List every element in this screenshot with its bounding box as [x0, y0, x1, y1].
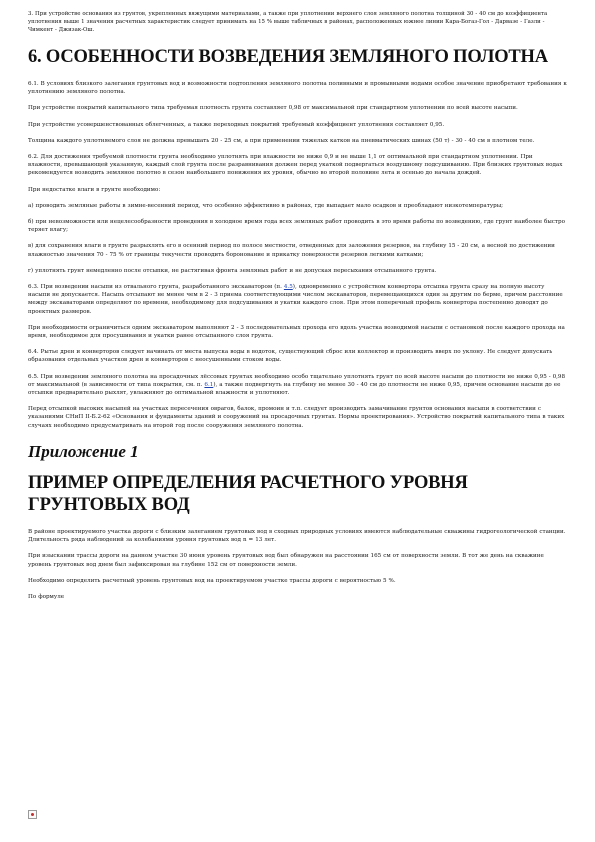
- appendix-paragraph-4: По формуле: [28, 593, 65, 600]
- paragraph-6-5: [28, 373, 568, 398]
- intro-item-3: 3. При устройстве основания из грунтов, укрепленных вяжущими материалами, а также при уплотнении верхнего слоя земляного полотна толщиной 30 - 40 см до коэффициента уплотнения выше 1 значения расчетных характеристик следует принимать на 15 % выше табличных в районах, расположенных южнее линии Кара-Богаз-Гол - Дарвазе - Газли - Чимкент - Джизак-Ош.: [28, 11, 548, 33]
- paragraph-6-5-text-a: 6.5. При возведении земляного полотна на просадочных лёссовых грунтах необходимо особо тщательно уплотнять грунт по всей высоте насыпи до плотности не ниже 0,95 - 0,98 от максимальной (в зависимости от типа покрытия, см. п.: [28, 373, 566, 388]
- list-item-a: а) проводить земляные работы в зимне-весенний период, что особенно эффективно в районах, где выпадает мало осадков и преобладают низкотемпературы;: [28, 202, 504, 209]
- link-clause-4-5[interactable]: 4.5: [283, 284, 293, 291]
- paragraph-6-1: 6.1. В условиях близкого залегания грунтовых вод и возможности подтопления земляного полотна поливными и промывными водами особое значение приобретают требования к уплотнению земляного полотна.: [28, 81, 567, 96]
- formula-image-icon[interactable]: [28, 810, 37, 819]
- paragraph-6-3-text-a: 6.3. При возведении насыпи из отвального грунта, разработанного экскаватором (п.: [28, 284, 284, 291]
- link-clause-6-1[interactable]: 6.1: [204, 381, 214, 388]
- list-item-v: в) для сохранения влаги в грунте разрыхлять его в осенний период по полосе местности, отведенных для заложения резервов, на глубину 15 - 20 см, а весной по достижении влажностью значения 70 - 75 % от границы текучести проводить боронование и прикатку поверхности резервов легкими катками;: [28, 243, 555, 258]
- paragraph-6-4: 6.4. Рытье дрен и конверторов следует начинать от места выпуска воды в водоток, существующий сброс или коллектор и производить вверх по уклону. Не следует допускать образования отдельных участков дрен и конверторов с неосушенными стоком воды.: [28, 349, 553, 364]
- paragraph-6-3: [28, 283, 568, 316]
- paragraph-6-3-text-b: ), одновременно с устройством конвертора отсыпка грунта сразу на полную высоту насыпи не допускается. Насыпь отсыпают не менее чем в 2 - 3 приема соответствующими числом экскаваторов, перемещающихся один за другим по берме, причем расстояние между экскаваторами определяют по времени, необходимому для подсушивания и укатки каждого слоя. При этом поперечный профиль конвертора постепенно доводят до проектных размеров.: [28, 284, 563, 315]
- paragraph-6-2: 6.2. Для достижения требуемой плотности грунта необходимо уплотнять при влажности не ниже 0,9 и не выше 1,1 от оптимальной при стандартном уплотнении. При влажности, превышающей указанную, каждый слой грунта после разравнивания должен перед укаткой подвергаться воздушному подсушиванию. При близких грунтовых водах рекомендуется возводить земляное полотно в сезон наибольшего понижения их уровня, обычно во второй половине лета и осенью до начала дождей.: [28, 154, 563, 177]
- appendix-label: Приложение 1: [28, 441, 139, 461]
- paragraph-improved: При устройстве усовершенствованных облегченных, а также переходных покрытий требуемый коэффициент уплотнения составляет 0,95.: [28, 121, 445, 128]
- appendix-title: ПРИМЕР ОПРЕДЕЛЕНИЯ РАСЧЕТНОГО УРОВНЯ ГРУНТОВЫХ ВОД: [28, 472, 468, 515]
- paragraph-before-fill: Перед отсыпкой высоких насыпей на участках пересечения оврагов, балок, промоин и т.п. следует производить замачивание грунтов основания насыпи в соответствии с указаниями СНиП II-Б.2-62 «Основания и фундаменты зданий и сооружений на просадочных грунтах. Нормы проектирования». Устройство покрытий капитального типа в таких случаях необходимо предусматривать на второй год после сооружения земляного полотна.: [28, 406, 565, 429]
- paragraph-6-5-text-b: ), а также подвергнуть на глубину не менее 30 - 40 см до плотности не ниже 0,95, причем основание насыпи до ее отсыпки предварительно рыхлят, увлажняют до оптимальной влажности и уплотняют.: [28, 381, 561, 397]
- paragraph-limited: При необходимости ограничиться одним экскаватором выполняют 2 - 3 последовательных прохода его вдоль участка возводимой насыпи с остановкой после каждого прохода на время, необходимое для просушивания и укатки ранее отсыпанного слоя грунта.: [28, 324, 565, 340]
- paragraph-thickness: Толщина каждого уплотняемого слоя не должна превышать 20 - 25 см, а при применении тяжелых катков на пневматических шинах (50 т) - 30 - 40 см в плотном теле.: [28, 137, 535, 144]
- section-6-title: 6. ОСОБЕННОСТИ ВОЗВЕДЕНИЯ ЗЕМЛЯНОГО ПОЛОТНА: [28, 47, 548, 67]
- appendix-paragraph-2: При изыскании трассы дороги на данном участке 30 июня уровень грунтовых вод был обнаружен на расстоянии 165 см от поверхности земли. В тот же день на скважине уровень грунтовых вод днем был зафиксирован на глубине 152 см от поверхности земли.: [28, 553, 544, 568]
- list-item-g: г) уплотнять грунт немедленно после отсыпки, не растягивая фронта земляных работ и не допуская пересыхания отсыпанного грунта.: [28, 267, 437, 274]
- paragraph-deficit: При недостатке влаги в грунте необходимо:: [28, 186, 161, 193]
- document-page: [28, 10, 568, 601]
- list-item-b: б) при невозможности или нецелесообразности проведения в холодное время года всех земляных работ проводить в это время работы по возведению, где грунт наиболее быстро теряет влагу;: [28, 219, 565, 234]
- paragraph-capital: При устройстве покрытий капитального типа требуемая плотность грунта составляет 0,98 от максимальной при стандартном уплотнении по всей высоте насыпи.: [28, 105, 518, 112]
- appendix-paragraph-3: Необходимо определить расчетный уровень грунтовых вод на проектируемом участке трассы дороги с вероятностью 5 %.: [28, 577, 396, 584]
- appendix-paragraph-1: В районе проектируемого участка дороги с близким залеганием грунтовых вод в сходных природных условиях имеются наблюдательные скважины гидрогеологической станции. Длительность ряда наблюдений за колебаниями уровня грунтовых вод n = 13 лет.: [28, 528, 566, 544]
